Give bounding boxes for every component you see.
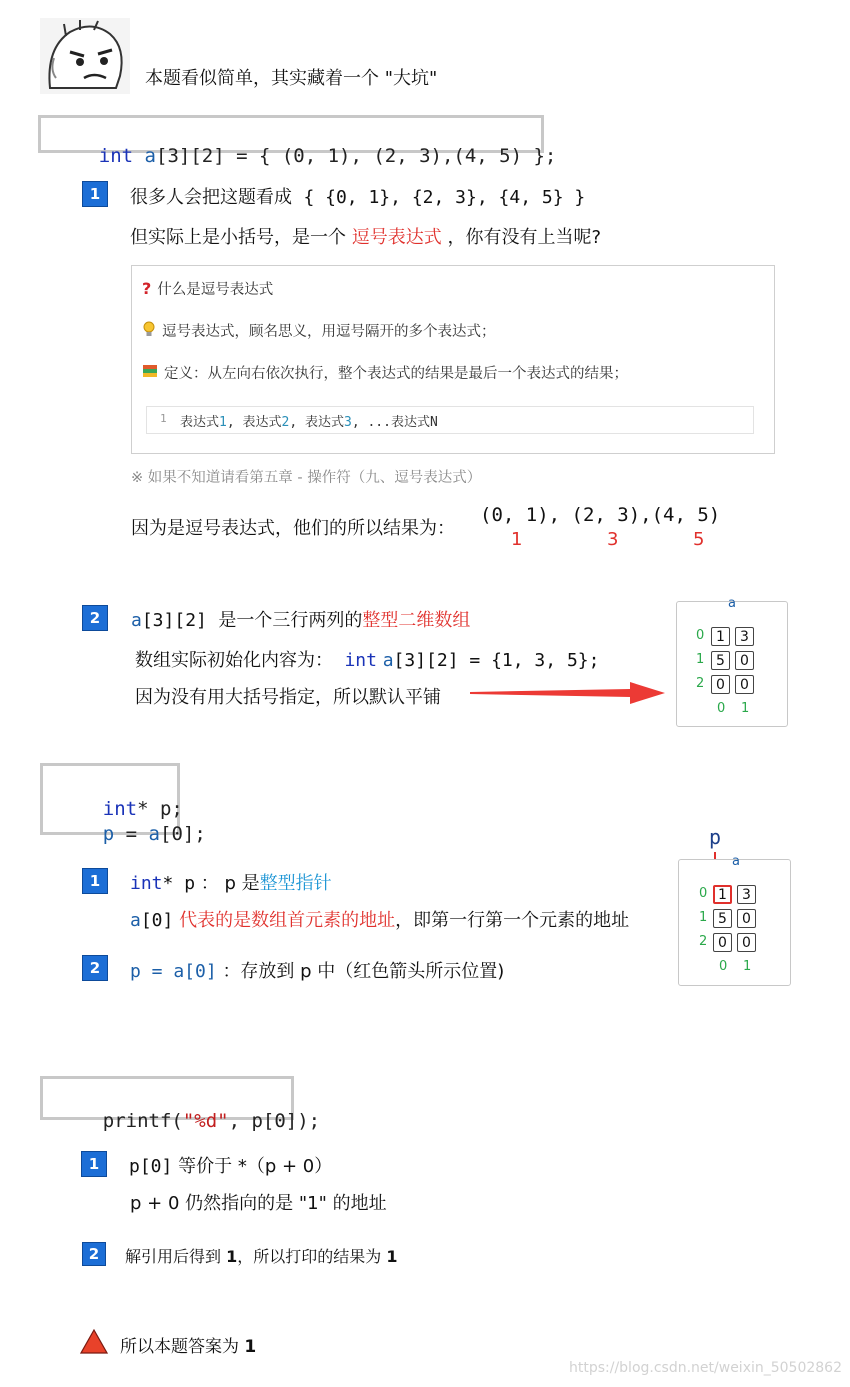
note-bulb [142,320,496,341]
s3-line2-tail: ，即第一行第一个元素的地址 [395,910,630,931]
code-operator: = [114,823,149,845]
row-index-label: 1 [696,652,705,667]
s1-line2 [130,223,601,249]
column-index-label: 0 [717,701,726,716]
s4-line1 [129,1152,332,1178]
row-index-label: 1 [699,910,708,925]
note-box-comma-expression [131,265,775,454]
s2-line1-text: 是一个三行两列的 [218,610,363,631]
code-rest: [0]; [160,823,206,845]
books-icon [142,363,158,383]
pointer-label: p [709,825,722,849]
code-function: printf( [102,1110,183,1132]
row-index-label: 2 [699,934,708,949]
s1-line1 [130,183,585,209]
code-block-printf [40,1076,321,1132]
s3-line1-text: ： p 是 [200,873,260,894]
result-value-3: 5 [693,529,705,550]
note-book [142,362,628,383]
s1-line1-code: { {0, 1}, {2, 3}, {4, 5} } [303,187,586,208]
s4-line3-text: 解引用后得到 [125,1247,222,1266]
note-question-text: 什么是逗号表达式 [157,282,274,298]
array-cell: 0 [737,909,756,928]
s4-line3-value: 1 [226,1247,238,1266]
s2-line2 [135,646,599,672]
s1-line2-tail: ，你有没有上当呢? [447,227,602,248]
step-badge-1: 1 [82,868,108,894]
array-cell: 1 [713,885,732,904]
note-code-line [180,411,438,430]
array-cell: 0 [713,933,732,952]
code-variable: p [102,823,115,845]
code-keyword: int [102,798,138,820]
s3-line2-highlight: 代表的是数组首元素的地址 [179,910,396,931]
step-badge-1: 1 [82,181,108,207]
step-badge-2: 2 [82,955,108,981]
array-diagram-2 [678,854,791,986]
code-block-array-init [38,115,557,167]
array-cell: 3 [737,885,756,904]
array-cell: 1 [711,627,730,646]
s3-line2-code: [0] [140,910,174,931]
code-text: , ...表达式N [351,415,438,430]
answer-line [120,1332,256,1357]
array-cell: 3 [735,627,754,646]
footnote: ※ 如果不知道请看第五章 - 操作符（九、逗号表达式） [131,470,482,486]
watermark: https://blog.csdn.net/weixin_50502862 [568,1360,842,1376]
code-rest: [3][2] = { (0, 1), (2, 3),(4, 5) }; [156,145,557,167]
s3-line1-highlight: 整型指针 [259,873,332,894]
array-cell: 0 [735,651,754,670]
question-icon: ? [142,279,152,298]
row-index-label: 0 [696,628,705,643]
code-string: "%d" [182,1110,229,1132]
s2-line1-highlight: 整型二维数组 [362,610,471,631]
s1-line2-highlight: 逗号表达式 [351,227,442,248]
array-cell: 5 [713,909,732,928]
s1-line1-text: 很多人会把这题看成 [130,187,292,208]
array-cell: 5 [711,651,730,670]
code-number: 3 [343,415,352,430]
red-arrow [470,680,665,706]
code-number: 1 [219,415,227,430]
s3-line3-code: p = a[0] [130,961,217,982]
note-question [142,278,273,299]
s3-line1 [130,869,332,895]
code-text: , 表达式 [226,415,282,430]
array-cell: 0 [711,675,730,694]
s4-line2: p + 0 仍然指向的是 "1" 的地址 [130,1193,387,1214]
column-index-label: 1 [743,959,752,974]
step-badge-2: 2 [82,1242,106,1266]
s3-line3 [130,957,504,983]
array-cell: 0 [735,675,754,694]
meme-avatar [40,18,130,94]
code-variable: a [148,823,160,845]
note-book-text: 定义：从左向右依次执行，整个表达式的结果是最后一个表达式的结果； [164,366,628,382]
array-cell: 0 [737,933,756,952]
s3-line1-keyword: int [130,873,163,894]
column-index-label: 0 [719,959,728,974]
s4-line1-text: 等价于 *（p + 0） [178,1156,333,1177]
row-index-label: 2 [696,676,705,691]
step-badge-2: 2 [82,605,108,631]
s1-line2-text: 但实际上是小括号，是一个 [130,227,346,248]
s2-line2-keyword: int [344,650,377,671]
s3-line1-code: * p [162,873,196,894]
s2-line1 [131,606,470,632]
array-diagram-title: a [728,596,736,611]
intro-text: 本题看似简单，其实藏着一个 "大坑" [145,68,438,89]
s3-line3-text: ：存放到 p 中（红色箭头所示位置) [222,961,505,982]
code-variable: a [144,145,156,167]
note-bulb-text: 逗号表达式，顾名思义，用逗号隔开的多个表达式； [162,324,496,340]
code-rest: * p; [137,798,183,820]
s4-line3-text2: ，所以打印的结果为 [237,1247,382,1266]
row-index-label: 0 [699,886,708,901]
code-text: 表达式 [180,415,220,430]
answer-text: 所以本题答案为 [120,1337,239,1357]
code-number: 2 [281,415,290,430]
s2-line1-code-var: a [131,610,142,631]
result-value-1: 1 [511,529,523,550]
answer-value: 1 [244,1337,257,1357]
code-line-number: 1 [160,412,167,425]
array-diagram-1 [676,596,788,727]
code-block-pointer [40,763,206,845]
s3-line2 [130,906,629,932]
s4-line3-value2: 1 [386,1247,398,1266]
code-rest: , p[0]); [228,1110,321,1132]
result-value-2: 3 [607,529,619,550]
result-code: (0, 1), (2, 3),(4, 5) [480,504,721,526]
note-code-block [146,406,754,434]
column-index-label: 1 [741,701,750,716]
array-diagram-title: a [732,854,740,869]
s2-line3: 因为没有用大括号指定，所以默认平铺 [135,687,441,708]
s2-line1-code: [3][2] [141,610,207,631]
code-text: , 表达式 [289,415,344,430]
result-label: 因为是逗号表达式，他们的所以结果为： [131,518,455,539]
lightbulb-icon [142,321,156,341]
s2-line2-code: [3][2] = {1, 3, 5}; [393,650,600,671]
warning-triangle-icon [80,1329,108,1354]
s2-line2-var: a [382,650,394,671]
code-keyword: int [98,145,134,167]
s4-line3 [125,1244,398,1267]
s4-line1-code: p[0] [129,1156,173,1177]
step-badge-1: 1 [81,1151,107,1177]
s3-line2-code-var: a [130,910,141,931]
s2-line2-text: 数组实际初始化内容为： [135,650,333,671]
